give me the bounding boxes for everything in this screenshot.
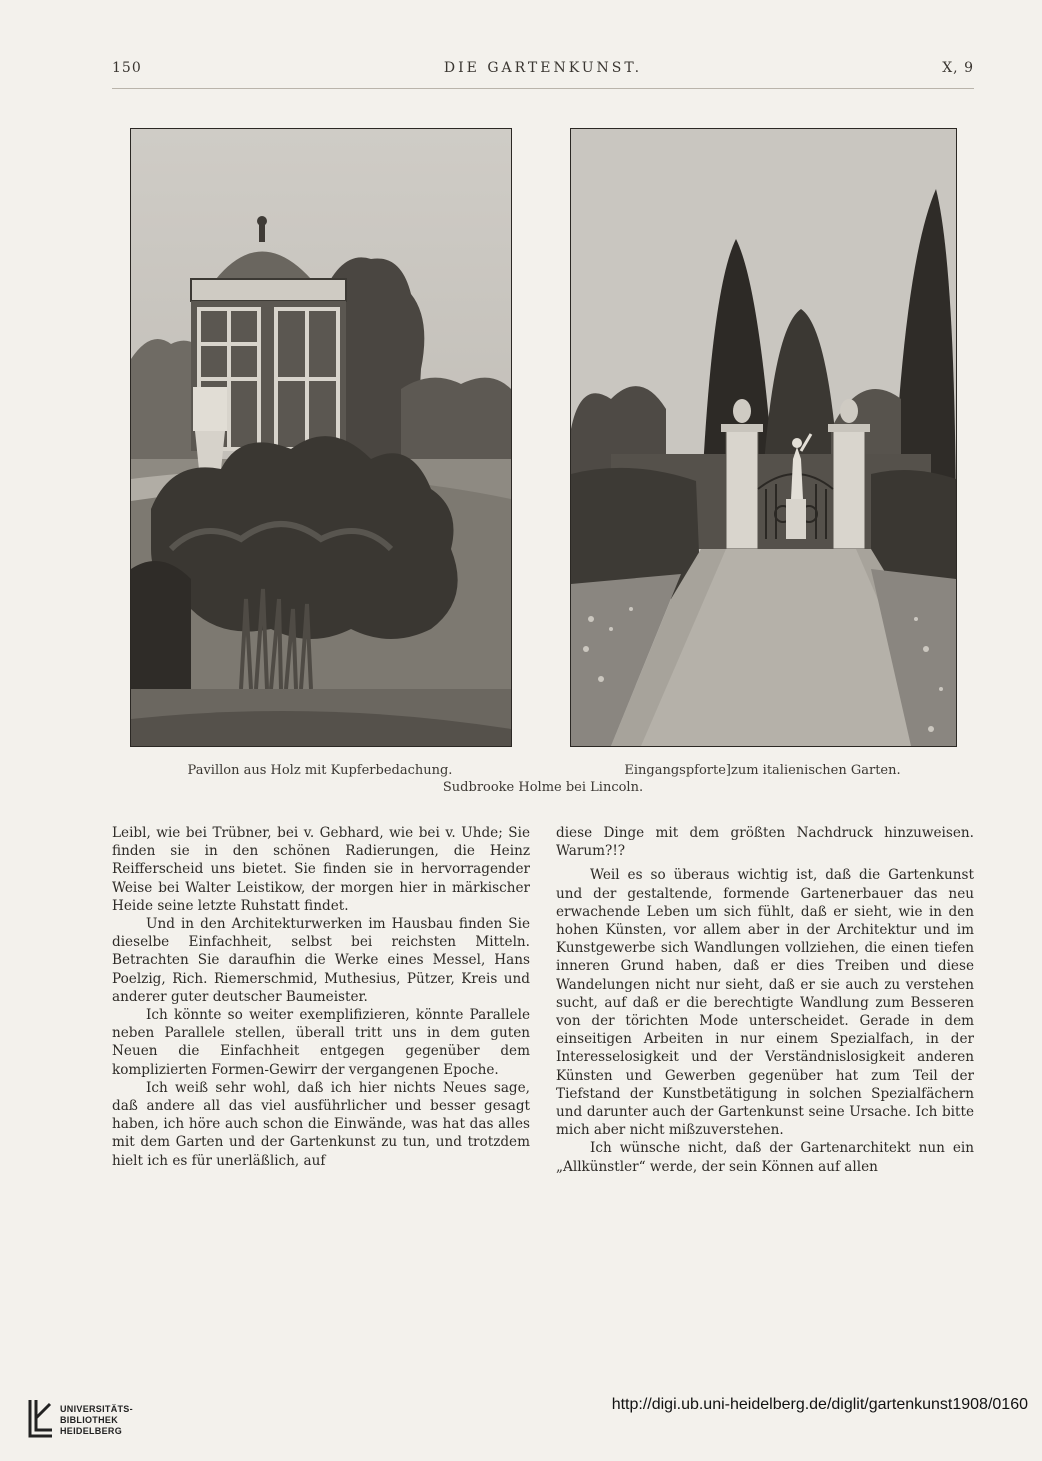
caption-right: Eingangspforte]zum italienischen Garten.: [624, 763, 901, 778]
photo-pavilion: [130, 128, 512, 747]
text-column-right: [556, 824, 974, 1176]
paragraph: Ich weiß sehr wohl, daß ich hier nichts Neues sage, daß andere all das viel ausführlicher und besser gesagt haben, ich höre auch schon die Einwände, was hat das alles mit dem Garten und der Gartenkunst zu tun, und trotzdem hielt ich es für unerläßlich, auf: [112, 1079, 530, 1169]
text-column-left: [112, 824, 530, 1170]
logo-line: HEIDELBERG: [60, 1426, 123, 1436]
caption-shared: Sudbrooke Holme bei Lincoln.: [442, 780, 644, 795]
header-rule: [112, 88, 974, 89]
paragraph: Und in den Architekturwerken im Hausbau finden Sie dieselbe Einfachheit, selbst bei reichsten Mitteln. Betrachten Sie daraufhin die Werke eines Messel, Hans Poelzig, Rich. Riemerschmid, Muthesius, Pützer, Kreis und anderer guter deutscher Baumeister.: [112, 916, 530, 1005]
caption-left: Pavillon aus Holz mit Kupferbedachung.: [187, 763, 453, 778]
library-logo: [26, 1396, 156, 1446]
paragraph: Weil es so überaus wichtig ist, daß die Gartenkunst und der gestaltende, formende Gartenerbauer das neu erwachende Leben um sich fühlt, daß er sieht, wie in den hohen Künsten, vor allem aber in der Architektur und im Kunstgewerbe sich Wandlungen vollziehen, die einen tiefen inneren Grund haben, daß er dies Treiben und diese Wandelungen nicht nur sieht, daß er sie auch zu verstehen sucht, auf daß er die berechtigte Wandlung zum Besseren von der törichten Mode unterscheidet. Gerade in dem einseitigen Arbeiten in nur einem Spezialfach, in der Interesselosigkeit und der Verständnislosigkeit anderen Künsten und Gewerben gegenüber hat zum Teil der Tiefstand der Kunstbetätigung in solchen Spezialfächern und darunter auch der Gartenkunst seine Ursache. Ich bitte mich aber nicht mißzuverstehen.: [556, 867, 974, 1139]
journal-title: DIE GARTENKUNST.: [443, 60, 643, 76]
photo-gateway: [570, 128, 957, 747]
source-url[interactable]: http://digi.ub.uni-heidelberg.de/diglit/gartenkunst1908/0160: [611, 1396, 1028, 1413]
paragraph: Ich könnte so weiter exemplifizieren, könnte Parallele neben Parallele stellen, überall tritt uns in dem guten Neuen die Einfachheit entgegen gegenüber dem komplizierten Formen-Gewirr der vergangenen Epoche.: [112, 1007, 530, 1078]
paragraph: diese Dinge mit dem größten Nachdruck hinzuweisen. Warum?!?: [556, 825, 974, 860]
logo-line: UNIVERSITÄTS-: [60, 1404, 133, 1414]
library-emblem-icon: [26, 1396, 56, 1440]
page-number: 150: [112, 60, 142, 76]
paragraph: Leibl, wie bei Trübner, bei v. Gebhard, wie bei v. Uhde; Sie finden sie in den schönen Radierungen, die Heinz Reifferscheid uns bietet. Sie finden sie in hervorragender Weise bei Walter Leistikow, der morgen hier in märkischer Heide seine letzte Ruhstatt findet.: [112, 825, 530, 914]
logo-line: BIBLIOTHEK: [60, 1415, 118, 1425]
running-header: [112, 60, 974, 82]
paragraph: Ich wünsche nicht, daß der Gartenarchitekt nun ein „Allkünstler“ werde, der sein Können auf allen: [556, 1140, 974, 1175]
volume-issue: X, 9: [942, 60, 974, 76]
